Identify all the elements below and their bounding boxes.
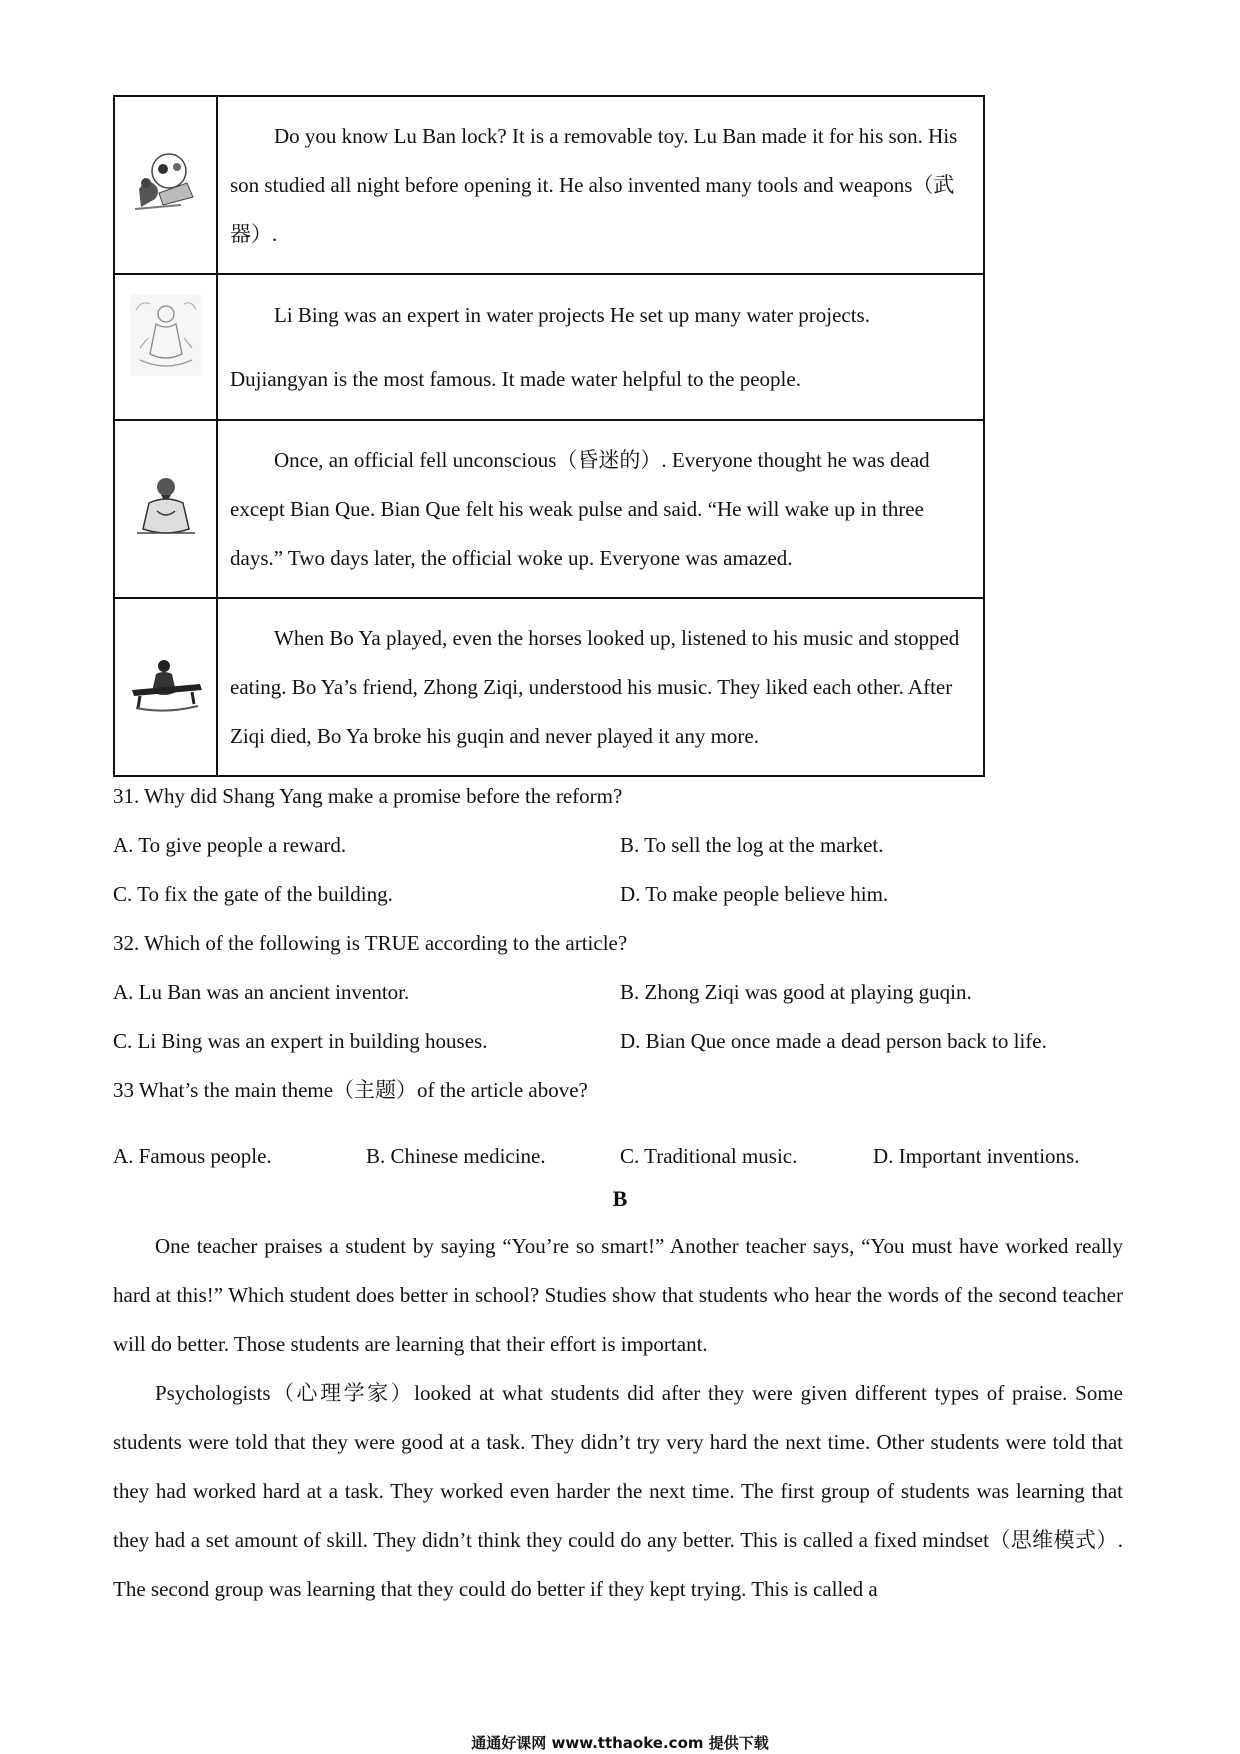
table-row — [114, 274, 984, 420]
question-stem: 33 What’s the main theme（主题）of the article above? — [113, 1078, 588, 1102]
people-table — [113, 95, 985, 777]
table-row — [114, 420, 984, 598]
answer-option: D. Bian Que once made a dead person back to life. — [620, 1029, 1047, 1053]
table-row — [114, 96, 984, 274]
table-cell-text: Do you know Lu Ban lock? It is a removable toy. Lu Ban made it for his son. His son studied all night before opening it. He also invented many tools and weapons（武器）. — [217, 96, 984, 274]
answer-option: D. To make people believe him. — [620, 882, 889, 906]
answer-option: B. Chinese medicine. — [366, 1144, 546, 1168]
answer-option: A. Lu Ban was an ancient inventor. — [113, 980, 410, 1004]
lu-ban-figure-icon — [129, 149, 203, 215]
bo-ya-figure-icon — [126, 654, 206, 714]
image-cell — [114, 274, 217, 420]
passage-paragraph: Psychologists（心理学家）looked at what students did after they were given different types of praise. Some students were told that they were good at a task. They didn’t try very hard the next time. Other students were told that they had worked hard at a task. They worked even harder the next time. The first group of students was learning that they had a set amount of skill. They didn’t think they could do any better. This is called a fixed mindset（思维模式）. The second group was learning that they could do better if they kept trying. This is called a — [113, 1381, 1123, 1601]
image-cell — [114, 420, 217, 598]
image-cell — [114, 598, 217, 776]
question-stem: 32. Which of the following is TRUE according to the article? — [113, 931, 628, 955]
section-heading: B — [612, 1186, 628, 1211]
answer-option: A. Famous people. — [113, 1144, 272, 1168]
answer-option: B. To sell the log at the market. — [620, 833, 884, 857]
question-stem: 31. Why did Shang Yang make a promise before the reform? — [113, 784, 623, 808]
table-row — [114, 598, 984, 776]
table-cell-text: Once, an official fell unconscious（昏迷的）. Everyone thought he was dead except Bian Que. Bian Que felt his weak pulse and said. “He will wake up in three days.” Two days later, the official woke up. Everyone was amazed. — [217, 420, 984, 598]
table-cell-text: When Bo Ya played, even the horses looked up, listened to his music and stopped eating. Bo Ya’s friend, Zhong Ziqi, understood his music. They liked each other. After Ziqi died, Bo Ya broke his guqin and never played it any more. — [217, 598, 984, 776]
li-bing-figure-icon — [126, 290, 206, 380]
answer-option: C. Traditional music. — [620, 1144, 798, 1168]
table-cell-text: Li Bing was an expert in water projects He set up many water projects. Dujiangyan is the most famous. It made water helpful to the people. — [217, 274, 984, 420]
passage-paragraph: One teacher praises a student by saying “You’re so smart!” Another teacher says, “You must have worked really hard at this!” Which student does better in school? Studies show that students who hear the words of the second teacher will do better. Those students are learning that their effort is important. — [113, 1234, 1123, 1356]
bian-que-figure-icon — [131, 471, 201, 541]
image-cell — [114, 96, 217, 274]
answer-option: C. To fix the gate of the building. — [113, 882, 393, 906]
answer-option: C. Li Bing was an expert in building houses. — [113, 1029, 488, 1053]
answer-option: D. Important inventions. — [873, 1144, 1080, 1168]
answer-option: B. Zhong Ziqi was good at playing guqin. — [620, 980, 972, 1004]
reading-passage — [113, 1222, 1123, 1614]
page-footer: 通通好课网 www.tthaoke.com 提供下载 — [471, 1734, 769, 1752]
answer-option: A. To give people a reward. — [113, 833, 347, 857]
